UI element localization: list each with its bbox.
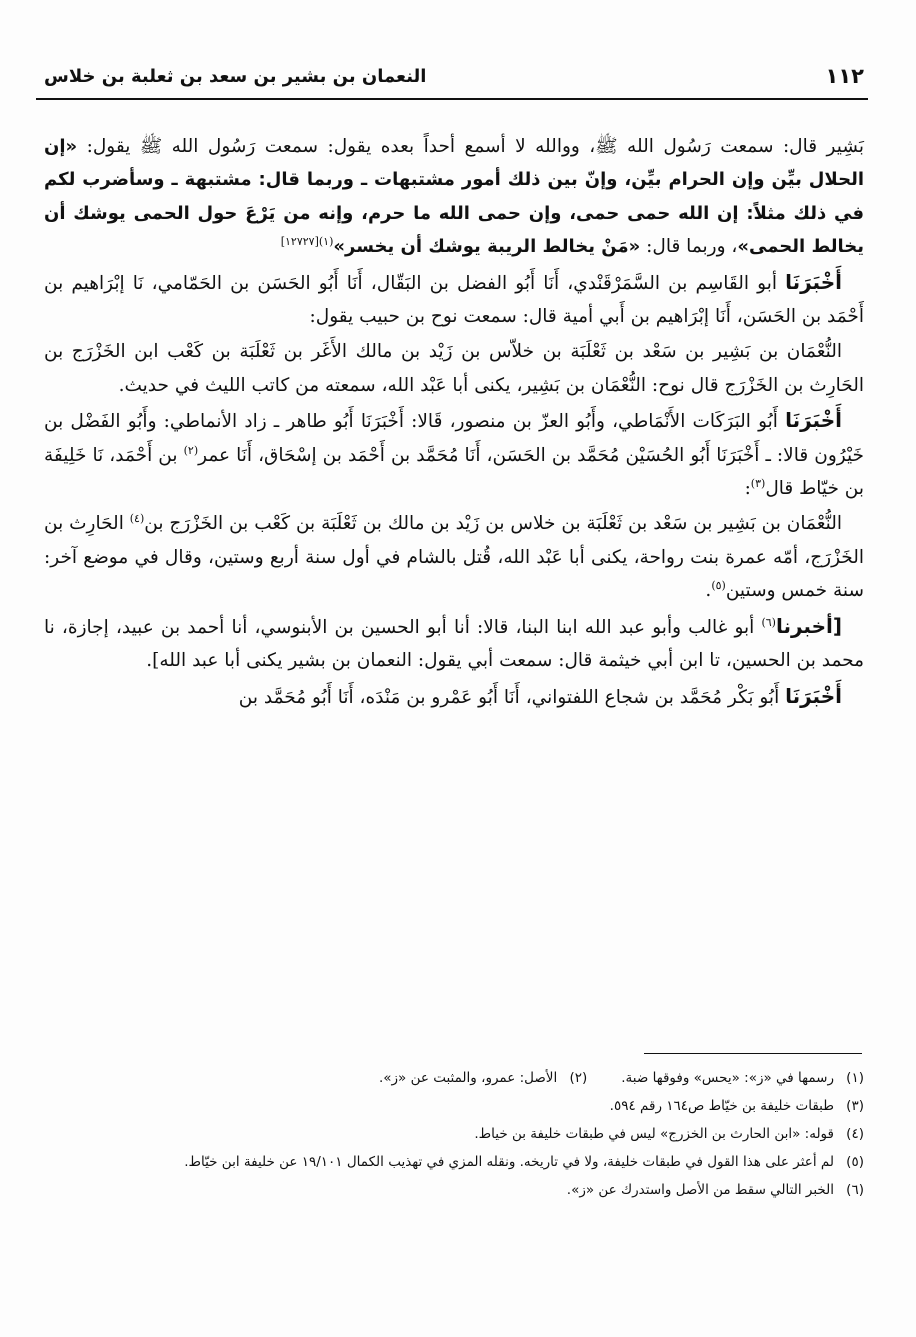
isnad-lead: [أخبرنا [775, 613, 842, 638]
paragraph-7: أَخْبَرَنَا أَبُو بَكْر مُحَمَّد بن شجاع اللفتواني، أَنَا أَبُو عَمْرو بن مَنْدَه، أَنَا أَبُو مُحَمَّد بن [238, 683, 842, 708]
main-text [44, 130, 864, 714]
hadith-number: [١٢٧٢٧] [280, 235, 319, 249]
footnote-row-1-2 [44, 1068, 864, 1088]
paragraph-4: أَخْبَرَنَا أَبُو البَرَكَات الأَنْمَاطي، وأَبُو العزّ بن منصور، قَالا: أَخْبَرَنَا أَبُو طاهر ـ زاد الأنماطي: وأَبُو الفَضْل بن خَيْرُون قالا: ـ أَخْبَرَنَا أَبُو الحُسَيْن مُحَمَّد بن الحَسَن، أَنَا مُحَمَّد بن أَحْمَد بن إسْحَاق، أَنَا عمر$^{(٢)}$ بن أَحْمَد، نَا خَلِيفَة بن خيّاط قال$^{(٣)}$: [44, 408, 864, 500]
hadith-text-2: «مَنْ يخالط الريبة يوشك أن يخسر» [333, 236, 641, 258]
footnote-3: (٣) طبقات خليفة بن خيّاط ص١٦٤ رقم ٥٩٤. [609, 1098, 864, 1114]
page-number: ١١٢ [825, 64, 864, 88]
footnote-1: (١) رسمها في «ز»: «يحس» وفوقها ضبة. [621, 1070, 864, 1086]
footnote-ref-5: (٥) [711, 579, 726, 593]
footnote-ref-4: (٤) [129, 512, 145, 526]
footnotes [44, 1068, 864, 1208]
footnote-ref-1: (١) [318, 235, 334, 249]
footnote-ref-6: (٦) [761, 615, 776, 629]
paragraph-3: النُّعْمَان بن بَشِير بن سَعْد بن ثَعْلَبَة بن خلاّس بن زَيْد بن مالك الأَغَر بن ثَعْلَبَة بن كَعْب ابن الخَزْرَج بن الحَارِث بن الخَزْرَج قال نوح: النُّعْمَان بن بَشِير، يكنى أبا عَبْد الله، سمعته من كاتب الليث في حديث. [44, 341, 864, 396]
footnote-2: (٢) الأصل: عمرو، والمثبت عن «ز». [378, 1070, 588, 1086]
paragraph-2: أَخْبَرَنَا أبو القَاسِم بن السَّمَرْقَنْدي، أَنَا أَبُو الفضل بن البَقّال، أَنَا أَبُو الحَسَن بن الحَمّامي، نَا إبْرَاهيم بن أَحْمَد بن الحَسَن، أَنَا إبْرَاهيم بن أَبي أمية قال: سمعت نوح بن حبيب يقول: [44, 269, 864, 328]
isnad-lead: أَخْبَرَنَا [785, 269, 842, 294]
running-title: النعمان بن بشير بن سعد بن ثعلبة بن خلاس [44, 65, 427, 87]
footnote-5: (٥) لم أعثر على هذا القول في طبقات خليفة، ولا في تاريخه. ونقله المزي في تهذيب الكمال ١٩/١٠١ عن خليفة ابن خيّاط. [184, 1154, 864, 1170]
footnote-rule [644, 1053, 862, 1054]
isnad-lead: أَخْبَرَنَا [785, 408, 842, 433]
isnad-lead: أَخْبَرَنَا [785, 683, 842, 708]
paragraph-5: النُّعْمَان بن بَشِير بن سَعْد بن ثَعْلَبَة بن خلاس بن زَيْد بن مالك بن ثَعْلَبَة بن كَعْب بن الخَزْرَج بن$^{(٤)}$ الحَارِث بن الخَزْرَج، أمّه عمرة بنت رواحة، يكنى أبا عَبْد الله، قُتل بالشام في أول سنة أربع وستين، وقال في موضع آخر: سنة خمس وستين$^{(٥)}$. [44, 512, 864, 602]
header-rule [36, 98, 868, 100]
footnote-ref-3: (٣) [750, 476, 766, 490]
page-header [44, 56, 864, 96]
footnote-ref-2: (٢) [183, 443, 199, 457]
footnote-4: (٤) قوله: «ابن الحارث بن الخزرج» ليس في طبقات خليفة بن خياط. [474, 1126, 864, 1142]
paragraph-1: بَشِير قال: سمعت رَسُول الله ﷺ، ووالله لا أسمع أحداً بعده يقول: سمعت رَسُول الله ﷺ يقول: «إن الحلال بيِّن وإن الحرام بيِّن، وإنّ بين ذلك أمور مشتبهات ـ وربما قال: مشتبهة ـ وسأضرب لكم في ذلك مثلاً: إن الله حمى حمى، وإن حمى الله ما حرم، وإنه من يَرْعَ حول الحمى يوشك أن يخالط الحمى»، وربما قال: «مَنْ يخالط الريبة يوشك أن يخسر»$^{(١)[١٢٧٢٧]}$ [44, 136, 864, 258]
paragraph-6: [أخبرنا$^{(٦)}$ أبو غالب وأبو عبد الله ابنا البنا، قالا: أنا أبو الحسين بن الأبنوسي، أنا أحمد بن عبيد، إجازة، نا محمد بن الحسين، تا ابن أبي خيثمة قال: سمعت أبي يقول: النعمان بن بشير يكنى أبا عبد الله]. [44, 613, 864, 672]
footnote-6: (٦) الخبر التالي سقط من الأصل واستدرك عن «ز». [566, 1182, 864, 1198]
hadith-text: «إن الحلال بيِّن وإن الحرام بيِّن، وإنّ بين ذلك أمور مشتبهات ـ وربما قال: مشتبهة ـ وسأضرب لكم في ذلك مثلاً: إن الله حمى حمى، وإن حمى الله ما حرم، وإنه من يَرْعَ حول الحمى يوشك أن يخالط الحمى» [44, 136, 864, 258]
